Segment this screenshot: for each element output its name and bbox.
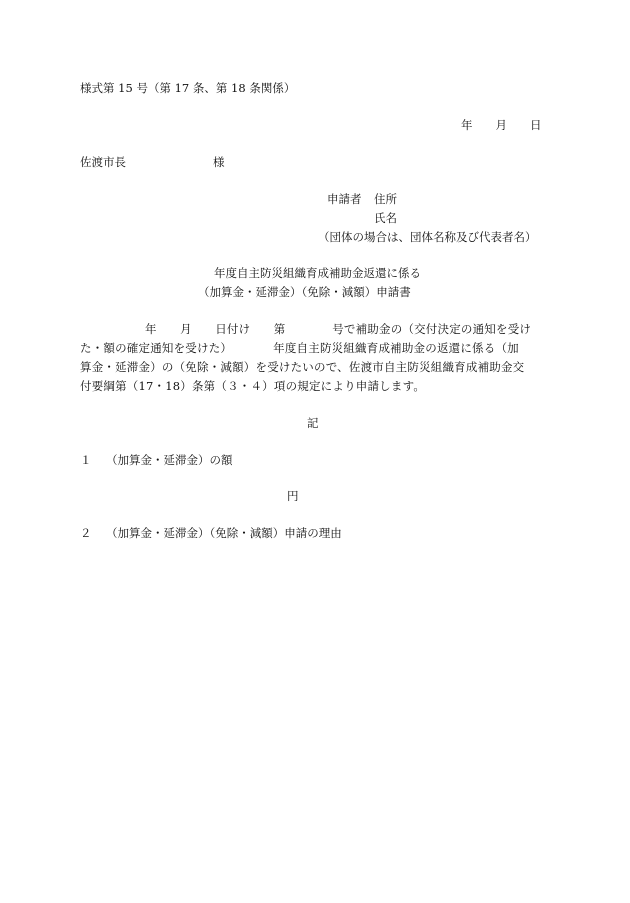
addressee-name: 佐渡市長 xyxy=(80,155,126,169)
addressee-honorific: 様 xyxy=(213,155,225,169)
body-line-4: 付要綱第（17・18）条第（３・４）項の規定により申請します。 xyxy=(80,379,426,393)
date-line: 年 月 日 xyxy=(461,118,542,132)
body-line-2: た・額の確定通知を受けた） 年度自主防災組織育成補助金の返還に係る（加 xyxy=(80,341,519,355)
applicant-group-note: （団体の場合は、団体名称及び代表者名） xyxy=(318,230,537,244)
applicant-label: 申請者 xyxy=(327,192,362,206)
applicant-name-label: 氏名 xyxy=(374,211,397,225)
form-number: 様式第 15 号（第 17 条、第 18 条関係） xyxy=(80,81,296,95)
ki-heading: 記 xyxy=(307,416,319,430)
document-title-line1: 年度自主防災組織育成補助金返還に係る xyxy=(214,266,421,280)
item1-label: （加算金・延滞金）の額 xyxy=(106,453,233,467)
body-line-1: 年 月 日付け 第 号で補助金の（交付決定の通知を受け xyxy=(145,322,532,336)
item1-number: １ xyxy=(80,453,92,467)
document-title-line2: （加算金・延滞金）（免除・減額）申請書 xyxy=(198,285,411,299)
item1-unit: 円 xyxy=(287,489,299,503)
item2-number: ２ xyxy=(80,526,92,540)
item2-label: （加算金・延滞金）（免除・減額）申請の理由 xyxy=(106,526,342,540)
applicant-address-label: 住所 xyxy=(374,192,397,206)
body-line-3: 算金・延滞金）の（免除・減額）を受けたいので、佐渡市自主防災組織育成補助金交 xyxy=(80,360,525,374)
